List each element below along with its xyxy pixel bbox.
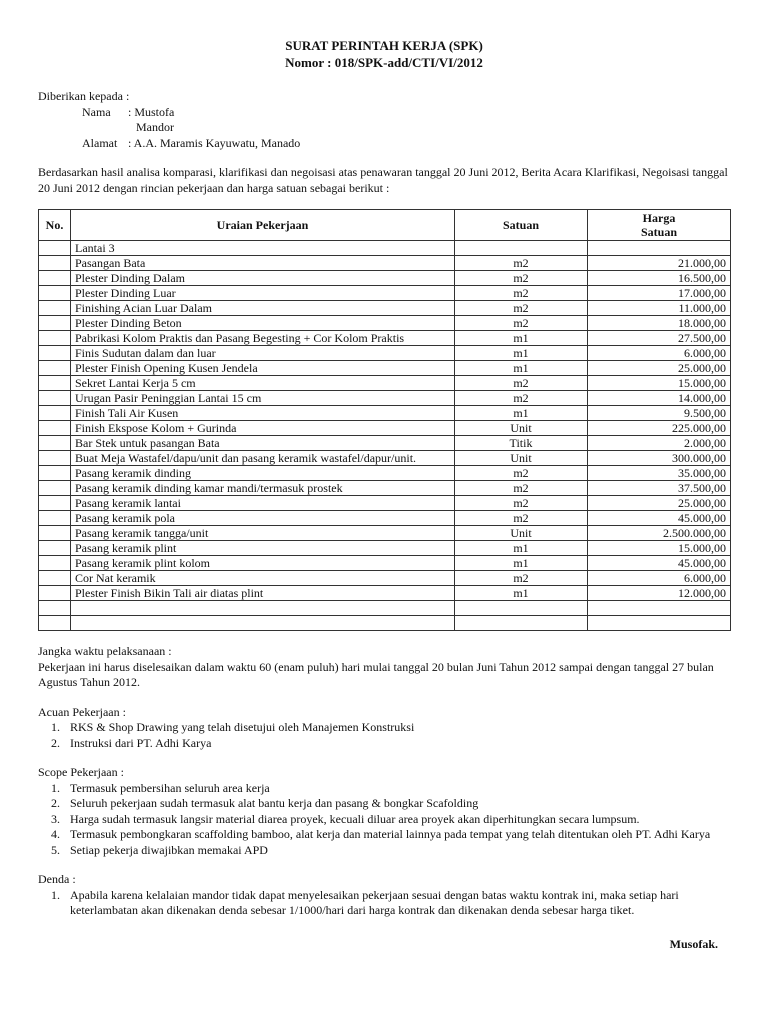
table-row bbox=[39, 286, 731, 301]
list-text: RKS & Shop Drawing yang telah disetujui oleh Manajemen Konstruksi bbox=[70, 720, 415, 734]
cell-no bbox=[39, 361, 71, 376]
cell-uraian: Pasangan Bata bbox=[71, 256, 455, 271]
cell-uraian: Lantai 3 bbox=[71, 241, 455, 256]
cell-no bbox=[39, 376, 71, 391]
list-text: Termasuk pembongkaran scaffolding bamboo, alat kerja dan material lainnya pada tempat yang telah ditentukan oleh PT. Adhi Karya bbox=[70, 827, 711, 841]
address-value: : A.A. Maramis Kayuwatu, Manado bbox=[128, 135, 301, 150]
cell-harga: 2.000,00 bbox=[588, 436, 731, 451]
cell-uraian: Pasang keramik pola bbox=[71, 511, 455, 526]
cell-satuan: Unit bbox=[455, 421, 588, 436]
cell-satuan bbox=[455, 241, 588, 256]
cell-harga: 225.000,00 bbox=[588, 421, 731, 436]
cell-harga: 15.000,00 bbox=[588, 541, 731, 556]
document-page bbox=[38, 37, 730, 952]
table-row bbox=[39, 361, 731, 376]
table-row bbox=[39, 316, 731, 331]
cell-satuan: Unit bbox=[455, 526, 588, 541]
table-row bbox=[39, 556, 731, 571]
cell-no bbox=[39, 511, 71, 526]
denda-heading: Denda : bbox=[38, 872, 76, 886]
header-harga-line2: Satuan bbox=[640, 225, 678, 239]
cell-no bbox=[39, 436, 71, 451]
denda-section bbox=[38, 872, 730, 919]
cell-uraian bbox=[71, 616, 455, 631]
cell-no bbox=[39, 421, 71, 436]
cell-uraian: Finish Tali Air Kusen bbox=[71, 406, 455, 421]
role-value: Mandor bbox=[136, 120, 174, 134]
cell-uraian: Plester Finish Bikin Tali air diatas plint bbox=[71, 586, 455, 601]
list-text: Setiap pekerja diwajibkan memakai APD bbox=[70, 842, 268, 857]
cell-uraian: Pabrikasi Kolom Praktis dan Pasang Begesting + Cor Kolom Praktis bbox=[71, 331, 455, 346]
cell-uraian: Plester Dinding Dalam bbox=[71, 271, 455, 286]
document-title: SURAT PERINTAH KERJA (SPK) bbox=[285, 38, 483, 53]
cell-satuan: m1 bbox=[455, 361, 588, 376]
cell-no bbox=[39, 316, 71, 331]
cell-no bbox=[39, 241, 71, 256]
cell-satuan: Titik bbox=[455, 436, 588, 451]
header-harga-line1: Harga bbox=[642, 211, 676, 225]
cell-no bbox=[39, 616, 71, 631]
header-uraian: Uraian Pekerjaan bbox=[71, 210, 455, 241]
list-number: 4. bbox=[51, 827, 60, 841]
cell-harga: 6.000,00 bbox=[588, 346, 731, 361]
cell-uraian: Finish Ekspose Kolom + Gurinda bbox=[71, 421, 455, 436]
cell-uraian: Plester Dinding Luar bbox=[71, 286, 455, 301]
header-harga bbox=[588, 210, 731, 241]
cell-harga: 15.000,00 bbox=[588, 376, 731, 391]
list-item bbox=[38, 781, 730, 797]
scope-list bbox=[38, 781, 730, 859]
cell-no bbox=[39, 406, 71, 421]
list-text: Termasuk pembersihan seluruh area kerja bbox=[70, 780, 270, 795]
cell-satuan: m2 bbox=[455, 256, 588, 271]
name-label: Nama bbox=[82, 104, 111, 119]
list-number: 1. bbox=[51, 720, 60, 734]
cell-satuan: m1 bbox=[455, 346, 588, 361]
cell-uraian: Buat Meja Wastafel/dapu/unit dan pasang keramik wastafel/dapur/unit. bbox=[71, 451, 455, 466]
cell-uraian: Finis Sudutan dalam dan luar bbox=[71, 346, 455, 361]
cell-satuan: m2 bbox=[455, 466, 588, 481]
cell-no bbox=[39, 526, 71, 541]
list-number: 1. bbox=[51, 780, 60, 795]
denda-list bbox=[38, 888, 730, 919]
cell-harga bbox=[588, 601, 731, 616]
cell-satuan: m2 bbox=[455, 481, 588, 496]
table-row bbox=[39, 346, 731, 361]
cell-uraian: Cor Nat keramik bbox=[71, 571, 455, 586]
signature: Musofak. bbox=[669, 936, 718, 951]
header-no: No. bbox=[39, 210, 71, 241]
cell-uraian: Sekret Lantai Kerja 5 cm bbox=[71, 376, 455, 391]
cell-uraian: Pasang keramik dinding bbox=[71, 466, 455, 481]
table-row bbox=[39, 526, 731, 541]
list-number: 5. bbox=[51, 842, 60, 857]
recipient-intro: Diberikan kepada : bbox=[38, 89, 130, 103]
cell-no bbox=[39, 541, 71, 556]
cell-harga: 18.000,00 bbox=[588, 316, 731, 331]
cell-satuan: m2 bbox=[455, 376, 588, 391]
cell-satuan: Unit bbox=[455, 451, 588, 466]
scope-section bbox=[38, 765, 730, 858]
cell-no bbox=[39, 571, 71, 586]
cell-no bbox=[39, 301, 71, 316]
table-row bbox=[39, 391, 731, 406]
cell-satuan: m1 bbox=[455, 556, 588, 571]
cell-harga: 6.000,00 bbox=[588, 571, 731, 586]
cell-satuan: m1 bbox=[455, 586, 588, 601]
jangka-heading: Jangka waktu pelaksanaan : bbox=[38, 644, 172, 658]
cell-no bbox=[39, 256, 71, 271]
scope-heading: Scope Pekerjaan : bbox=[38, 765, 124, 779]
table-row bbox=[39, 541, 731, 556]
cell-no bbox=[39, 586, 71, 601]
table-body bbox=[39, 241, 731, 631]
table-row bbox=[39, 571, 731, 586]
cell-satuan: m1 bbox=[455, 541, 588, 556]
list-text: Apabila karena kelalaian mandor tidak dapat menyelesaikan pekerjaan sesuai dengan batas waktu kontrak ini, maka setiap hari keterlambatan akan dikenakan denda sebesar 1/1000/hari dari harga kontrak dan dikenakan denda sebesar harga tiket. bbox=[70, 887, 679, 917]
list-item bbox=[38, 736, 730, 752]
cell-satuan: m2 bbox=[455, 391, 588, 406]
cell-harga bbox=[588, 241, 731, 256]
cell-no bbox=[39, 466, 71, 481]
cell-harga: 45.000,00 bbox=[588, 556, 731, 571]
cell-satuan: m1 bbox=[455, 406, 588, 421]
list-item bbox=[38, 843, 730, 859]
list-text: Instruksi dari PT. Adhi Karya bbox=[70, 735, 212, 750]
cell-uraian: Plester Finish Opening Kusen Jendela bbox=[71, 361, 455, 376]
cell-harga: 11.000,00 bbox=[588, 301, 731, 316]
cell-satuan: m2 bbox=[455, 286, 588, 301]
cell-uraian: Urugan Pasir Peninggian Lantai 15 cm bbox=[71, 391, 455, 406]
table-row bbox=[39, 271, 731, 286]
work-items-table bbox=[38, 209, 731, 631]
cell-harga: 14.000,00 bbox=[588, 391, 731, 406]
cell-no bbox=[39, 496, 71, 511]
table-row bbox=[39, 616, 731, 631]
recipient-block bbox=[38, 89, 730, 151]
list-text: Harga sudah termasuk langsir material diarea proyek, kecuali diluar area proyek akan diperhitungkan secara lumpsum. bbox=[70, 811, 640, 826]
table-row bbox=[39, 451, 731, 466]
table-row bbox=[39, 496, 731, 511]
table-row bbox=[39, 406, 731, 421]
list-number: 2. bbox=[51, 735, 60, 750]
cell-satuan: m2 bbox=[455, 301, 588, 316]
cell-uraian: Pasang keramik dinding kamar mandi/termasuk prostek bbox=[71, 481, 455, 496]
cell-uraian: Pasang keramik plint kolom bbox=[71, 556, 455, 571]
table-row bbox=[39, 331, 731, 346]
cell-harga: 21.000,00 bbox=[588, 256, 731, 271]
cell-satuan: m2 bbox=[455, 571, 588, 586]
table-row bbox=[39, 376, 731, 391]
cell-no bbox=[39, 346, 71, 361]
cell-harga: 2.500.000,00 bbox=[588, 526, 731, 541]
cell-uraian: Pasang keramik tangga/unit bbox=[71, 526, 455, 541]
cell-no bbox=[39, 391, 71, 406]
cell-uraian: Bar Stek untuk pasangan Bata bbox=[71, 436, 455, 451]
list-item bbox=[38, 796, 730, 812]
table-row bbox=[39, 421, 731, 436]
cell-satuan bbox=[455, 616, 588, 631]
cell-harga: 27.500,00 bbox=[588, 331, 731, 346]
acuan-list bbox=[38, 720, 730, 751]
list-text: Seluruh pekerjaan sudah termasuk alat bantu kerja dan pasang & bongkar Scafolding bbox=[70, 796, 479, 810]
list-number: 1. bbox=[51, 887, 60, 902]
cell-harga: 37.500,00 bbox=[588, 481, 731, 496]
document-number: Nomor : 018/SPK-add/CTI/VI/2012 bbox=[285, 55, 483, 70]
table-row bbox=[39, 466, 731, 481]
table-row bbox=[39, 481, 731, 496]
cell-no bbox=[39, 331, 71, 346]
table-row bbox=[39, 586, 731, 601]
jangka-text: Pekerjaan ini harus diselesaikan dalam waktu 60 (enam puluh) hari mulai tanggal 20 bulan Juni Tahun 2012 sampai dengan tanggal 27 bulan Agustus Tahun 2012. bbox=[38, 659, 714, 689]
cell-harga: 17.000,00 bbox=[588, 286, 731, 301]
name-value: : Mustofa bbox=[128, 104, 175, 119]
table-row bbox=[39, 241, 731, 256]
cell-harga: 45.000,00 bbox=[588, 511, 731, 526]
cell-harga bbox=[588, 616, 731, 631]
cell-uraian bbox=[71, 601, 455, 616]
cell-satuan: m1 bbox=[455, 331, 588, 346]
cell-harga: 16.500,00 bbox=[588, 271, 731, 286]
cell-satuan: m2 bbox=[455, 271, 588, 286]
cell-no bbox=[39, 556, 71, 571]
role-spacer bbox=[82, 120, 128, 136]
recipient-details bbox=[38, 105, 730, 152]
cell-satuan: m2 bbox=[455, 511, 588, 526]
list-number: 2. bbox=[51, 796, 60, 810]
cell-uraian: Finishing Acian Luar Dalam bbox=[71, 301, 455, 316]
table-row bbox=[39, 301, 731, 316]
table-row bbox=[39, 601, 731, 616]
list-number: 3. bbox=[51, 811, 60, 826]
table-row bbox=[39, 511, 731, 526]
cell-harga: 12.000,00 bbox=[588, 586, 731, 601]
cell-harga: 25.000,00 bbox=[588, 361, 731, 376]
cell-no bbox=[39, 601, 71, 616]
cell-uraian: Pasang keramik lantai bbox=[71, 496, 455, 511]
list-item bbox=[38, 827, 730, 843]
table-row bbox=[39, 436, 731, 451]
cell-harga: 9.500,00 bbox=[588, 406, 731, 421]
acuan-heading: Acuan Pekerjaan : bbox=[38, 704, 126, 719]
cell-no bbox=[39, 286, 71, 301]
cell-harga: 300.000,00 bbox=[588, 451, 731, 466]
list-item bbox=[38, 888, 730, 919]
list-item bbox=[38, 720, 730, 736]
acuan-section bbox=[38, 705, 730, 752]
cell-no bbox=[39, 481, 71, 496]
address-label: Alamat bbox=[82, 135, 118, 150]
cell-satuan: m2 bbox=[455, 496, 588, 511]
cell-uraian: Plester Dinding Beton bbox=[71, 316, 455, 331]
cell-harga: 25.000,00 bbox=[588, 496, 731, 511]
cell-no bbox=[39, 451, 71, 466]
cell-harga: 35.000,00 bbox=[588, 466, 731, 481]
list-item bbox=[38, 812, 730, 828]
cell-satuan bbox=[455, 601, 588, 616]
table-row bbox=[39, 256, 731, 271]
cell-no bbox=[39, 271, 71, 286]
jangka-section bbox=[38, 644, 730, 691]
cell-uraian: Pasang keramik plint bbox=[71, 541, 455, 556]
cell-satuan: m2 bbox=[455, 316, 588, 331]
table-header-row bbox=[39, 210, 731, 241]
header-satuan: Satuan bbox=[455, 210, 588, 241]
intro-paragraph: Berdasarkan hasil analisa komparasi, klarifikasi dan negoisasi atas penawaran tanggal 20 Juni 2012, Berita Acara Klarifikasi, Negoisasi tanggal 20 Juni 2012 dengan rincian pekerjaan dan harga satuan sebagai berikut : bbox=[38, 165, 728, 195]
